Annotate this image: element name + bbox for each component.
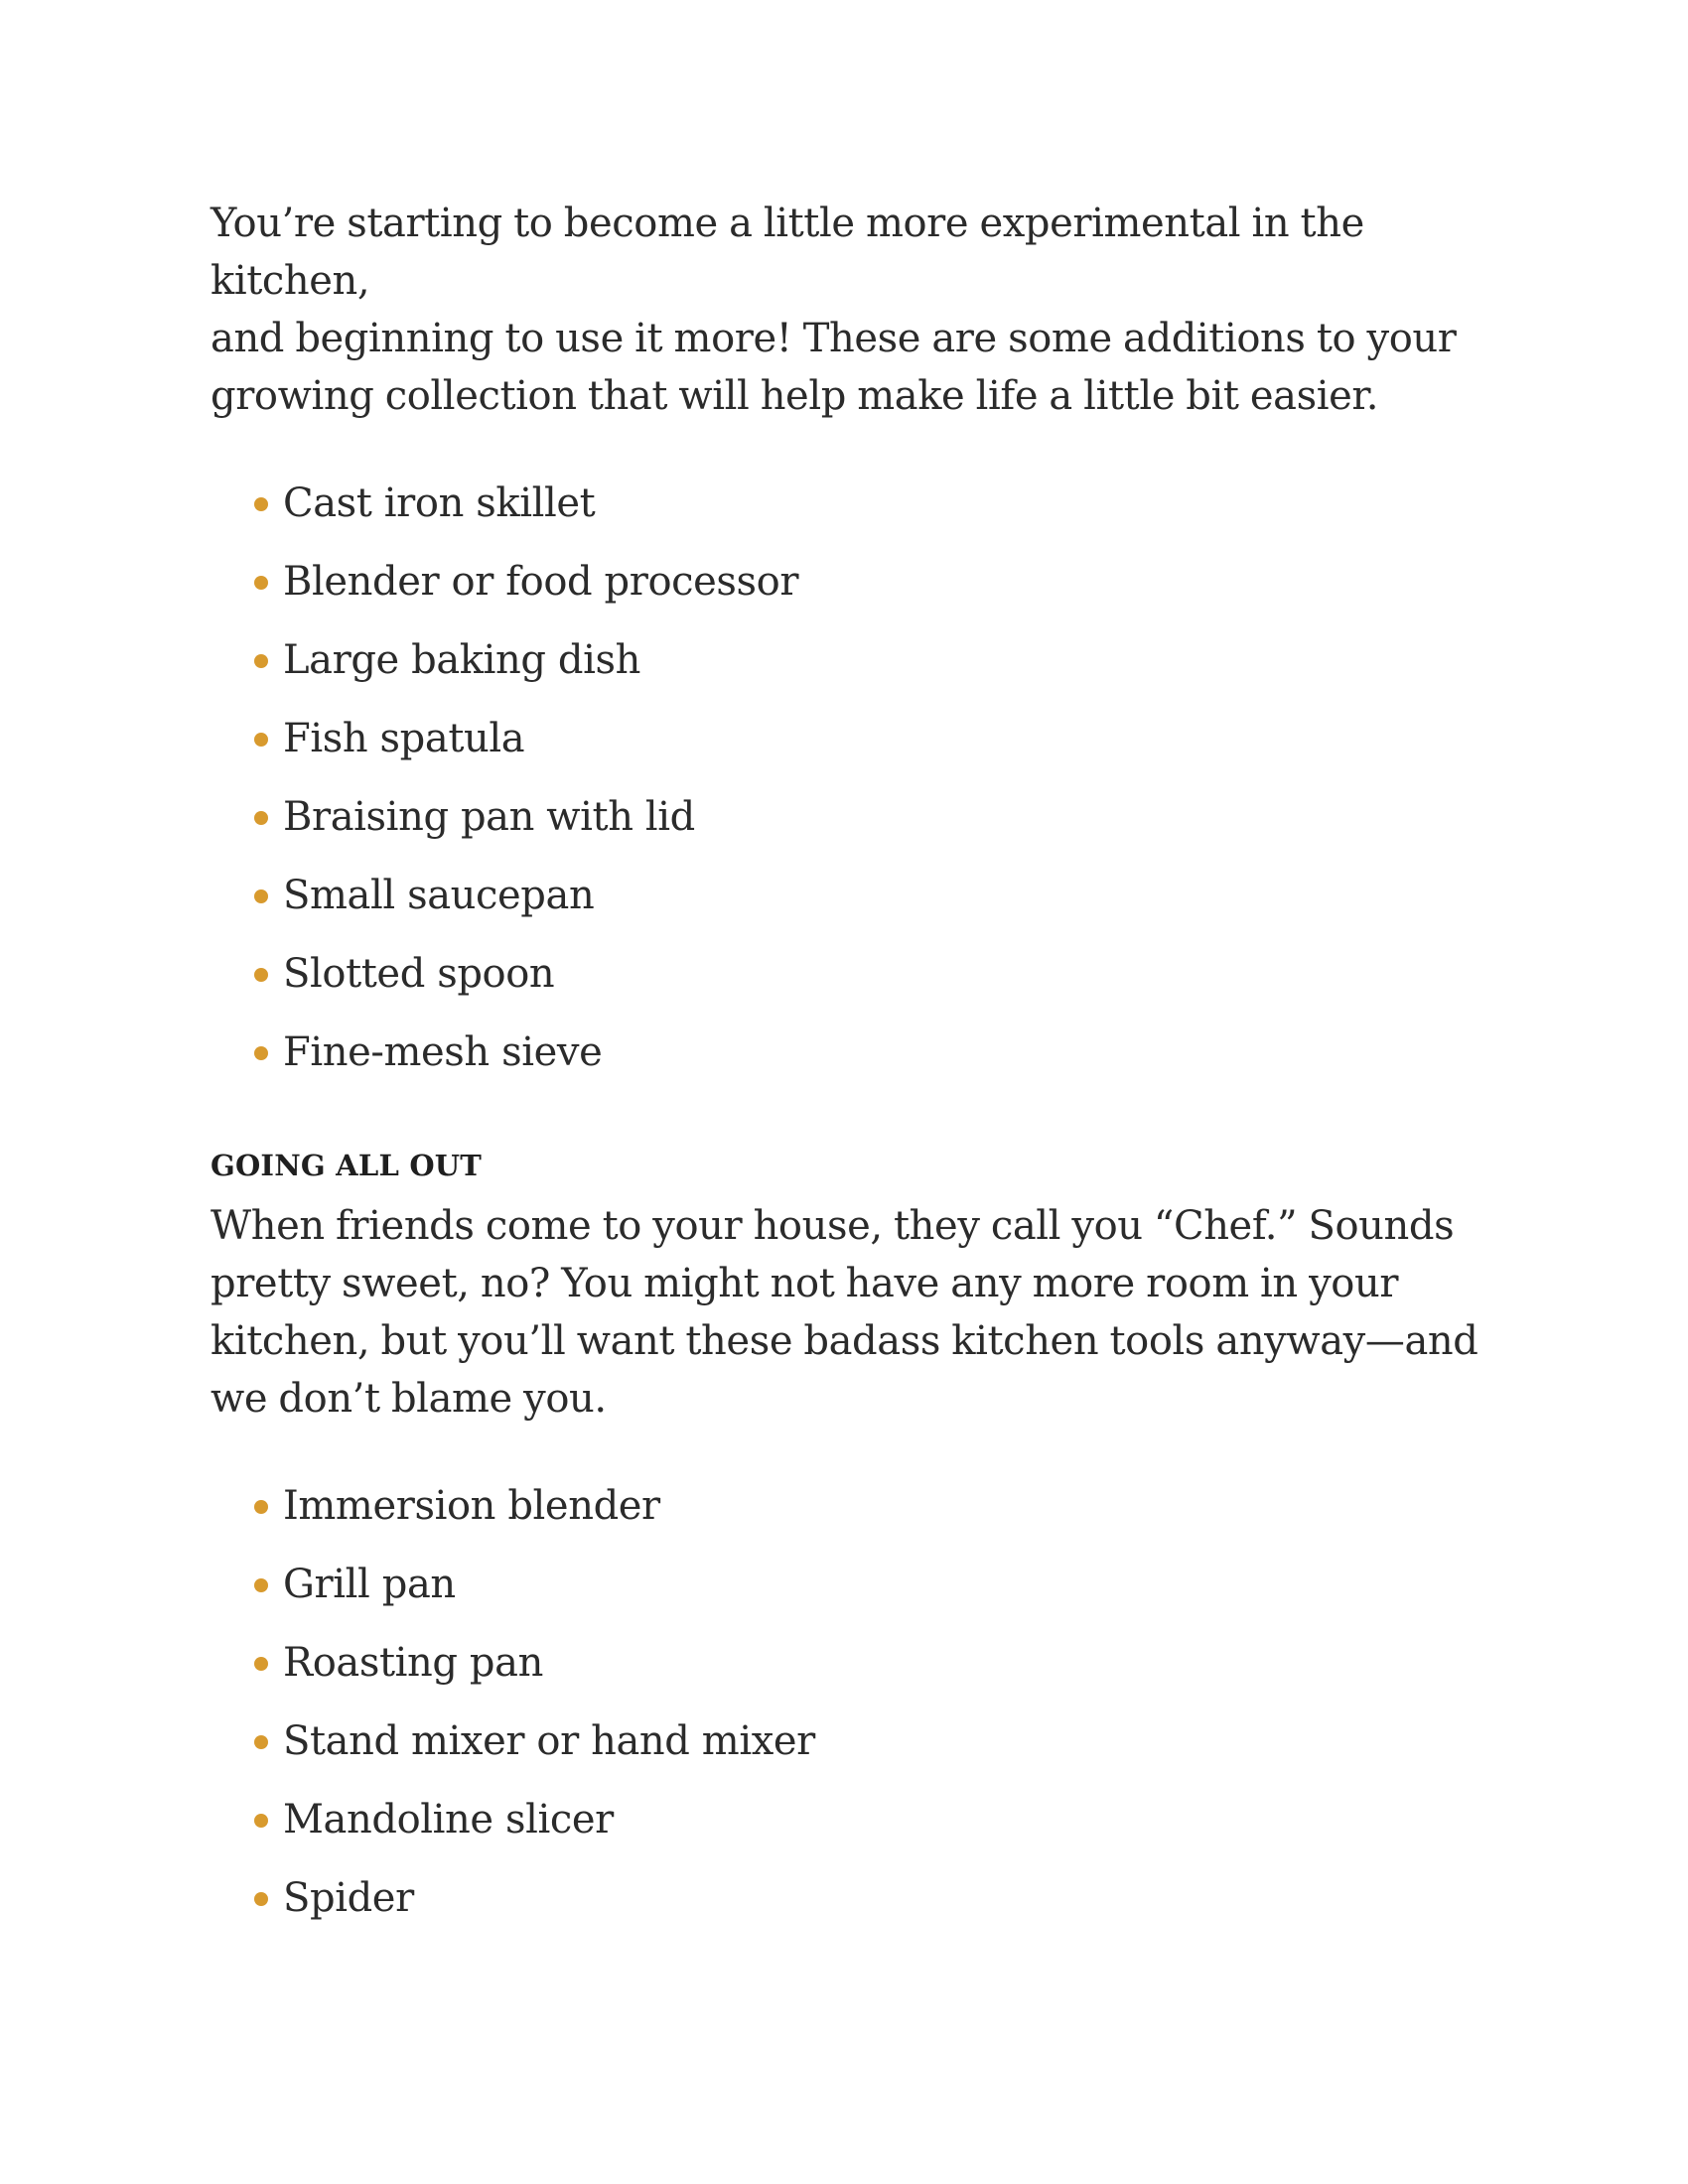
document-page: [211, 195, 1501, 1938]
bullet-dot-icon: [254, 1578, 268, 1592]
list-item-label: Large baking dish: [283, 637, 640, 683]
bullet-dot-icon: [254, 1657, 268, 1671]
list-item: [211, 1859, 1501, 1938]
bullet-dot-icon: [254, 968, 268, 982]
section-line: When friends come to your house, they call you “Chef.” Sounds: [211, 1203, 1455, 1249]
list-item: [211, 778, 1501, 857]
list-item-label: Blender or food processor: [283, 559, 799, 605]
list-item-label: Braising pan with lid: [283, 794, 695, 840]
list-item-label: Cast iron skillet: [283, 480, 596, 526]
bullet-dot-icon: [254, 497, 268, 511]
list-item: [211, 1014, 1501, 1092]
list-item: [211, 1781, 1501, 1859]
intro-line: You’re starting to become a little more experimental in the kitchen,: [211, 201, 1364, 304]
list-item: [211, 1703, 1501, 1781]
list-item: [211, 1546, 1501, 1624]
intro-line: growing collection that will help make life a little bit easier.: [211, 373, 1379, 419]
list-item-label: Stand mixer or hand mixer: [283, 1718, 815, 1764]
list-item: [211, 700, 1501, 778]
list-item-label: Fish spatula: [283, 716, 525, 761]
list-item: [211, 465, 1501, 543]
bullet-dot-icon: [254, 1735, 268, 1749]
list-item: [211, 935, 1501, 1014]
bullet-dot-icon: [254, 1814, 268, 1828]
list-item-label: Immersion blender: [283, 1483, 660, 1529]
list-item: [211, 857, 1501, 935]
bullet-dot-icon: [254, 654, 268, 668]
intro-line: and beginning to use it more! These are some additions to your: [211, 316, 1457, 361]
bullet-dot-icon: [254, 1500, 268, 1514]
list-item-label: Mandoline slicer: [283, 1797, 614, 1843]
list-item: [211, 1467, 1501, 1546]
intro-paragraph: [211, 195, 1501, 425]
section-line: kitchen, but you’ll want these badass kitchen tools anyway—and: [211, 1318, 1478, 1364]
list-item: [211, 1624, 1501, 1703]
list-item-label: Small saucepan: [283, 873, 595, 918]
list-item-label: Slotted spoon: [283, 951, 555, 997]
bullet-dot-icon: [254, 811, 268, 825]
section-paragraph: [211, 1197, 1501, 1428]
bullet-dot-icon: [254, 576, 268, 590]
equipment-list-intermediate: [211, 465, 1501, 1092]
section-line: pretty sweet, no? You might not have any more room in your: [211, 1261, 1399, 1306]
list-item: [211, 543, 1501, 621]
bullet-dot-icon: [254, 733, 268, 747]
section-line: we don’t blame you.: [211, 1376, 607, 1422]
list-item-label: Grill pan: [283, 1562, 456, 1607]
list-item-label: Roasting pan: [283, 1640, 543, 1686]
list-item-label: Fine-mesh sieve: [283, 1029, 603, 1075]
list-item: [211, 621, 1501, 700]
bullet-dot-icon: [254, 889, 268, 903]
bullet-dot-icon: [254, 1046, 268, 1060]
bullet-dot-icon: [254, 1892, 268, 1906]
equipment-list-advanced: [211, 1467, 1501, 1938]
list-item-label: Spider: [283, 1875, 414, 1921]
section-heading: GOING ALL OUT: [211, 1149, 483, 1182]
